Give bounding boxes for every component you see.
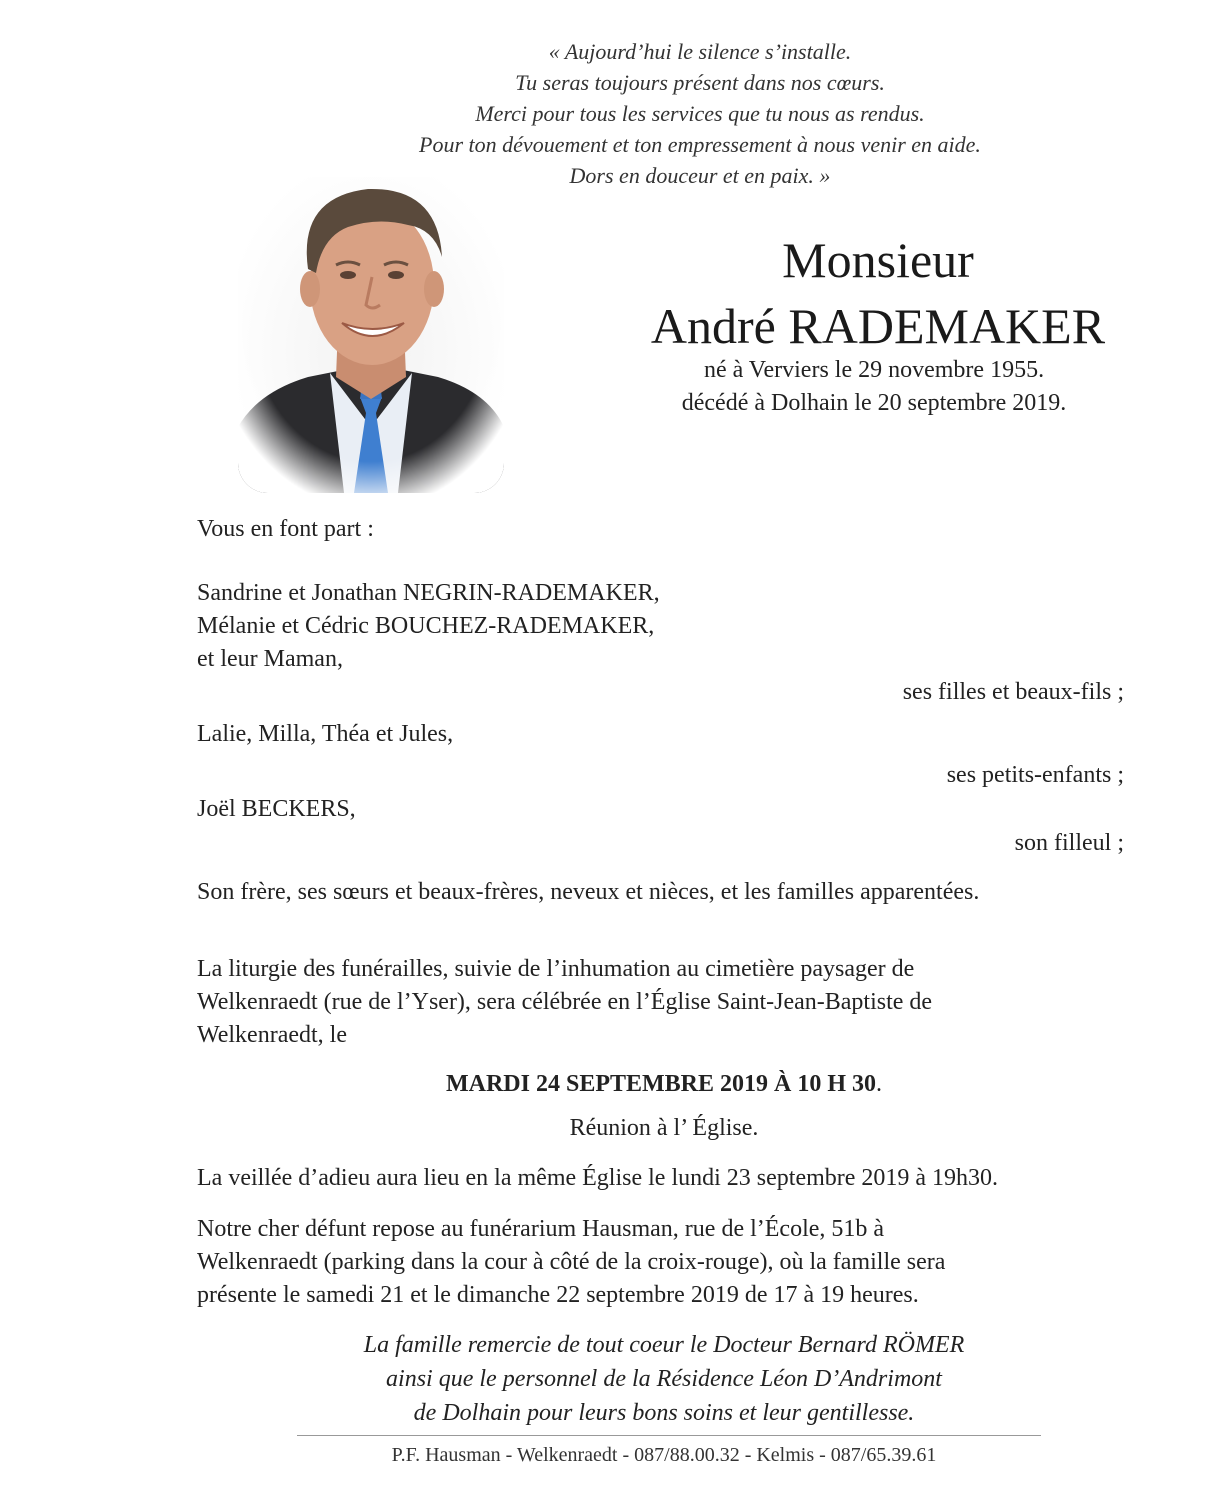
death-date: décédé à Dolhain le 20 septembre 2019. xyxy=(681,390,1067,416)
footer-divider xyxy=(297,1435,1041,1436)
honorific: Monsieur xyxy=(782,232,974,288)
epitaph-poem xyxy=(290,36,1110,191)
ceremony-line: La liturgie des funérailles, suivie de l’inhumation au cimetière paysager de xyxy=(197,956,915,982)
visitation-line: Notre cher défunt repose au funérarium Hausman, rue de l’École, 51b à xyxy=(197,1216,885,1242)
ceremony-line: Welkenraedt (rue de l’Yser), sera célébrée en l’Église Saint-Jean-Baptiste de xyxy=(197,989,933,1015)
poem-line: Dors en douceur et en paix. » xyxy=(569,163,831,188)
children-relation: ses filles et beaux-fils ; xyxy=(902,679,1124,705)
poem-line: Pour ton dévouement et ton empressement à nous venir en aide. xyxy=(419,132,981,157)
visitation-info xyxy=(197,1213,1137,1312)
portrait-photo xyxy=(238,177,504,493)
grandchildren-relation: ses petits-enfants ; xyxy=(946,762,1124,788)
poem-line: « Aujourd’hui le silence s’installe. xyxy=(548,39,852,64)
ceremony-date-suffix: . xyxy=(876,1071,883,1097)
poem-line: Tu seras toujours présent dans nos cœurs. xyxy=(515,70,885,95)
life-dates xyxy=(610,354,1138,420)
vigil-info: La veillée d’adieu aura lieu en la même Église le lundi 23 septembre 2019 à 19h30. xyxy=(197,1165,999,1191)
extended-family: Son frère, ses sœurs et beaux-frères, neveux et nièces, et les familles apparentées. xyxy=(197,879,980,905)
godson-name: Joël BECKERS, xyxy=(197,796,356,822)
ceremony-line: Welkenraedt, le xyxy=(197,1022,347,1048)
family-line: Mélanie et Cédric BOUCHEZ-RADEMAKER, xyxy=(197,613,655,639)
portrait-illustration xyxy=(238,177,504,493)
visitation-line: Welkenraedt (parking dans la cour à côté de la croix-rouge), où la famille sera xyxy=(197,1249,946,1275)
birth-date: né à Verviers le 29 novembre 1955. xyxy=(703,357,1045,383)
visitation-line: présente le samedi 21 et le dimanche 22 septembre 2019 de 17 à 19 heures. xyxy=(197,1282,919,1308)
meeting-place: Réunion à l’ Église. xyxy=(569,1115,759,1141)
thanks-note xyxy=(197,1328,1131,1430)
thanks-line: ainsi que le personnel de la Résidence Léon D’Andrimont xyxy=(386,1366,942,1392)
children-list xyxy=(197,577,1137,676)
ceremony-text xyxy=(197,953,1137,1052)
thanks-line: La famille remercie de tout coeur le Docteur Bernard RÖMER xyxy=(363,1332,965,1358)
deceased-name: André RADEMAKER xyxy=(650,298,1106,354)
family-line: et leur Maman, xyxy=(197,646,343,672)
ceremony-date xyxy=(197,1068,1131,1101)
godson-relation: son filleul ; xyxy=(1014,830,1124,856)
funeral-home-footer: P.F. Hausman - Welkenraedt - 087/88.00.32 - Kelmis - 087/65.39.61 xyxy=(391,1444,937,1466)
poem-line: Merci pour tous les services que tu nous as rendus. xyxy=(475,101,925,126)
grandchildren-list: Lalie, Milla, Théa et Jules, xyxy=(197,721,454,747)
family-line: Sandrine et Jonathan NEGRIN-RADEMAKER, xyxy=(197,580,660,606)
thanks-line: de Dolhain pour leurs bons soins et leur gentillesse. xyxy=(413,1400,915,1426)
announcement-intro: Vous en font part : xyxy=(197,516,374,542)
ceremony-date-bold: MARDI 24 SEPTEMBRE 2019 À 10 H 30 xyxy=(445,1071,877,1097)
